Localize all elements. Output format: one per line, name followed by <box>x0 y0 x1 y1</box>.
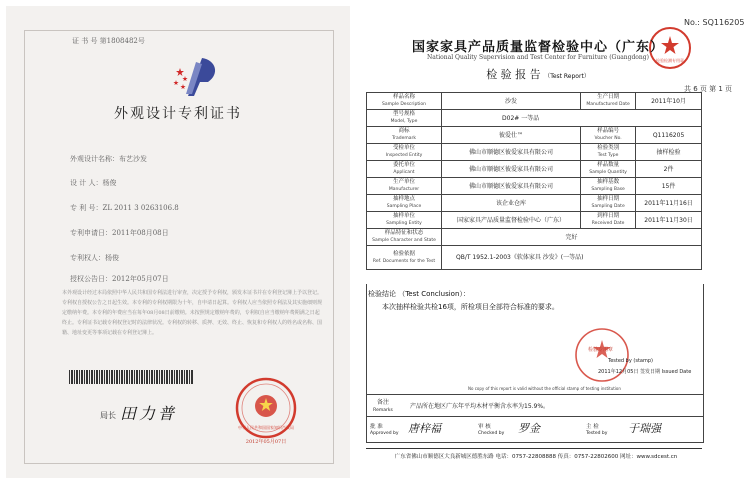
report-title-en: National Quality Supervision and Test Center for Furniture (Guangdong) <box>427 54 649 61</box>
table-row <box>367 195 702 212</box>
reference-documents: QB/T 1952.1-2003《软体家具 沙发》(一等品) <box>442 246 702 270</box>
seal-text: 中华人民共和国国家知识产权局 <box>238 425 294 430</box>
footer-divider <box>366 448 702 449</box>
label-cell: 检验类别 Test Type <box>581 144 636 161</box>
conclusion-box <box>366 284 704 395</box>
checked-label: 审 核 Checked by <box>478 424 505 436</box>
director-label: 局长 <box>100 411 116 420</box>
inspected-entity: 佛山市顺德区彼爱家具有限公司 <box>442 144 581 161</box>
report-footer: 广东省佛山市顺德区大良新城区德胜东路 电话：0757-22808888 传真：0757-22802600 网址：www.sdcest.cn <box>394 454 678 460</box>
patent-number: 专 利 号：ZL 2011 3 0263106.8 <box>70 204 179 212</box>
checked-signature: 罗金 <box>518 422 540 435</box>
report-subtitle <box>368 66 708 82</box>
label-cell: 生产日期 Manufactured Date <box>581 93 636 110</box>
label-cell: 到样日期 Received Date <box>581 212 636 229</box>
certificate-title: 外观设计专利证书 <box>114 106 242 122</box>
top-seal-text: 检验检测专用章 <box>656 58 684 63</box>
sampling-place: 该企业仓库 <box>442 195 581 212</box>
table-row <box>367 229 702 246</box>
label-cell: 生产单位 Manufacturer <box>367 178 442 195</box>
filing-date: 专利申请日：2011年08月08日 <box>70 229 169 237</box>
table-row <box>367 93 702 110</box>
table-row <box>367 178 702 195</box>
inspection-seal-icon <box>573 326 631 384</box>
official-seal-icon <box>234 376 298 440</box>
sample-description: 沙发 <box>442 93 581 110</box>
manufactured-date: 2011年10月 <box>636 93 702 110</box>
test-type: 抽样检验 <box>636 144 702 161</box>
label-cell: 抽样地点 Sampling Place <box>367 195 442 212</box>
sample-quantity: 2件 <box>636 161 702 178</box>
remarks-label: 备注 Remarks <box>373 399 393 413</box>
certificate-body-text: 本外观设计经过本局依照中华人民共和国专利法进行审查，决定授予专利权，颁发本证书并在专利登记簿上予以登记。专利权自授权公告之日起生效。本专利的专利权期限为十年，自申请日起算。专利权人应当依照专利法及其实施细则规定缴纳年费。本专利的年费应当在每年08月08日前缴纳。未按照规定缴纳年费的，专利权自应当缴纳年费期满之日起终止。专利证书记载专利权登记时的法律状况。专利权的转移、质押、无效、终止、恢复和专利权人的姓名或名称、国籍、地址变更等事项记载在专利登记簿上。 <box>62 290 323 336</box>
issue-date <box>598 368 691 375</box>
table-row <box>367 246 702 270</box>
received-date: 2011年11月30日 <box>636 212 702 229</box>
director-signature: 田力普 <box>120 404 178 423</box>
label-cell: 样品编号 Voucher No. <box>581 127 636 144</box>
report-subtitle-cn: 检 验 报 告 <box>486 68 541 81</box>
report-number: No.: SQ116205 <box>684 18 745 27</box>
label-cell: 样品名称 Sample Description <box>367 93 442 110</box>
tested-label: 主 检 Tested by <box>586 424 608 436</box>
remarks-text: 产品所在地区广东年平均木材平衡含水率为15.9%。 <box>410 403 550 410</box>
seal-date: 2012年05月07日 <box>245 439 287 445</box>
sampling-base: 15件 <box>636 178 702 195</box>
label-cell: 受检单位 Inspected Entity <box>367 144 442 161</box>
patent-office-emblem-icon <box>172 54 224 98</box>
stamp-tag: Tested by (stamp) <box>608 358 653 364</box>
label-cell: 抽样基数 Sampling Base <box>581 178 636 195</box>
label-cell: 商标 Trademark <box>367 127 442 144</box>
patentee: 专利权人：杨俊 <box>70 254 119 262</box>
label-cell: 检验依据 Ref. Documents for the Test <box>367 246 442 270</box>
design-name: 外观设计名称：布艺沙发 <box>70 155 147 163</box>
table-row <box>367 212 702 229</box>
label-cell: 抽样日期 Sampling Date <box>581 195 636 212</box>
report-subtitle-en: （Test Report） <box>544 73 590 80</box>
sampling-date: 2011年11月16日 <box>636 195 702 212</box>
issue-date-value: 2011年12月05日 <box>598 369 639 375</box>
table-row <box>367 161 702 178</box>
sample-character: 完好 <box>442 229 702 246</box>
issue-date-note: 签发日期 Issued Date <box>640 369 692 375</box>
sampling-entity: 国家家具产品质量监督检验中心（广东） <box>442 212 581 229</box>
inspection-seal-text: 检验专用章 <box>588 347 614 353</box>
conclusion-text: 本次抽样检验共检16项，所检项目全部符合标准的要求。 <box>382 303 559 311</box>
report-title: 国家家具产品质量监督检验中心（广东） <box>411 40 664 55</box>
table-row <box>367 110 702 127</box>
approved-signature: 唐梓福 <box>408 422 441 435</box>
label-cell: 型号规格 Model, Type <box>367 110 442 127</box>
trademark: 彼爱仕™ <box>442 127 581 144</box>
applicant: 佛山市顺德区彼爱家具有限公司 <box>442 161 581 178</box>
manufacturer: 佛山市顺德区彼爱家具有限公司 <box>442 178 581 195</box>
page-info: 共 6 页 第 1 页 <box>684 85 733 93</box>
label-cell: 样品特征和状态 Sample Character and State <box>367 229 442 246</box>
label-cell: 样品数量 Sample Quantity <box>581 161 636 178</box>
grant-date: 授权公告日：2012年05月07日 <box>70 275 169 283</box>
barcode <box>69 370 193 384</box>
tested-signature: 于瑞强 <box>628 422 661 435</box>
label-cell: 委托单位 Applicant <box>367 161 442 178</box>
certificate-number: 证 书 号 第1808482号 <box>72 37 145 45</box>
label-cell: 抽样单位 Sampling Entity <box>367 212 442 229</box>
designer: 设 计 人：杨俊 <box>70 179 117 187</box>
report-table <box>366 92 702 270</box>
approved-label: 批 准 Approved by <box>370 424 399 436</box>
conclusion-heading: 检验结论 （Test Conclusion）： <box>368 290 470 298</box>
test-report <box>358 6 746 478</box>
patent-certificate <box>6 6 350 478</box>
copy-note: No copy of this report is valid without the official stamp of testing institution <box>468 386 621 391</box>
model-type: D02# 一等品 <box>442 110 702 127</box>
voucher-number: Q1116205 <box>636 127 702 144</box>
table-row <box>367 127 702 144</box>
table-row <box>367 144 702 161</box>
